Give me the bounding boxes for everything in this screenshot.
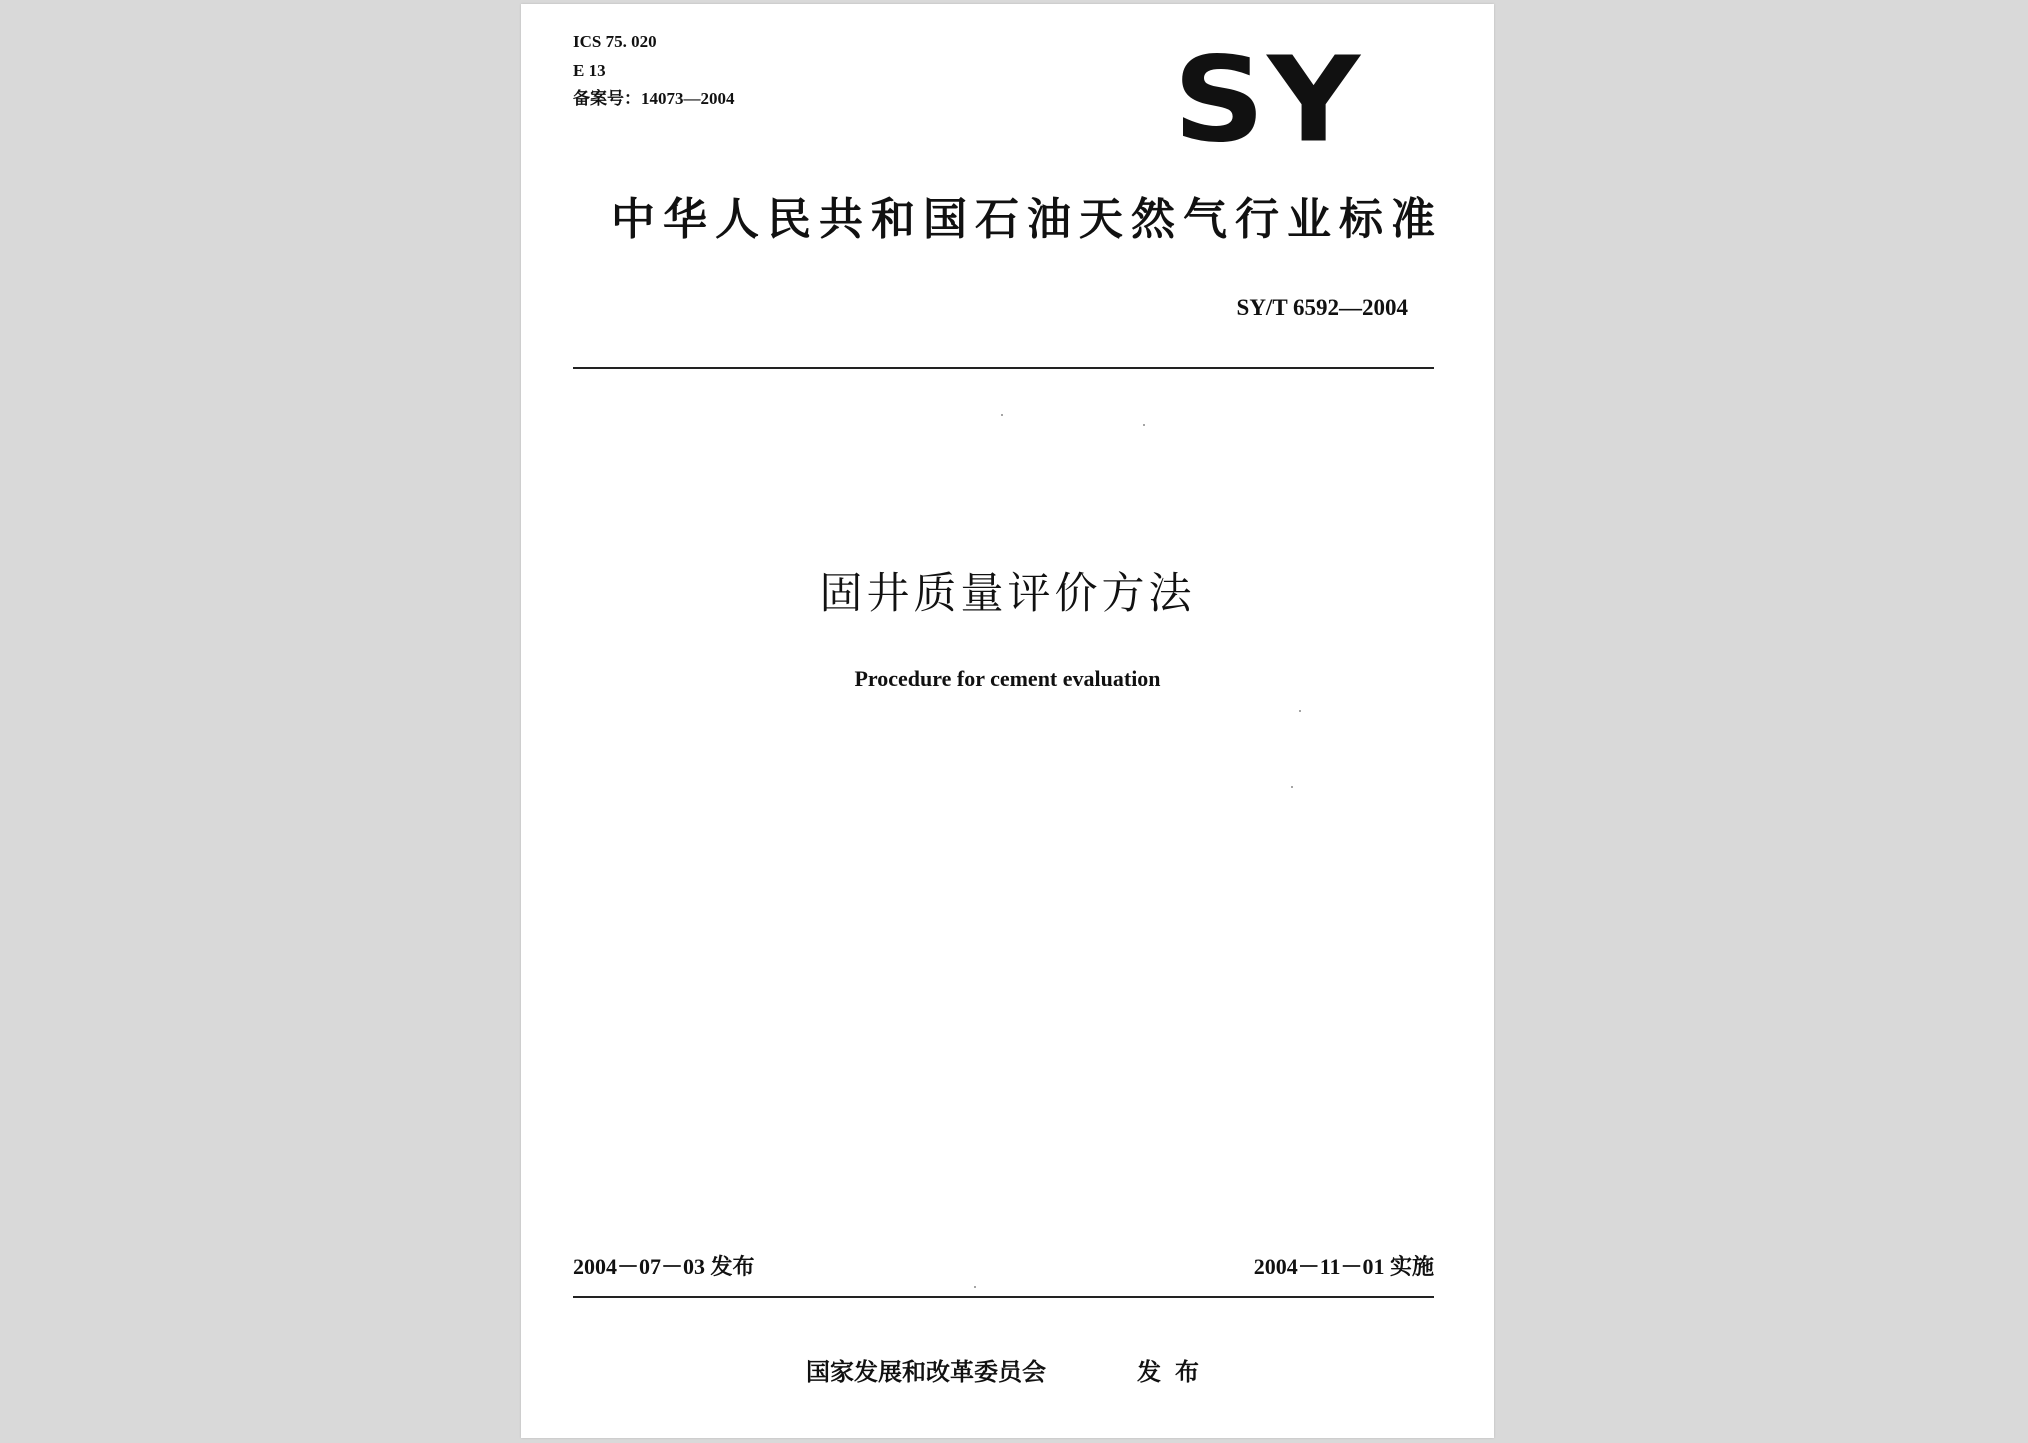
scan-speck <box>1001 414 1003 416</box>
issuing-authority: 国家发展和改革委员会 <box>806 1358 1046 1386</box>
scan-speck <box>1143 424 1145 426</box>
issuer-action: 发布 <box>1137 1358 1213 1386</box>
document-page <box>521 4 1494 1438</box>
record-number: 备案号：14073—2004 <box>573 89 735 108</box>
standard-number: SY/T 6592—2004 <box>1236 295 1408 320</box>
bottom-divider <box>573 1296 1434 1298</box>
sy-logo: SY <box>1173 31 1362 169</box>
issue-date: 2004－07－03 发布 <box>573 1254 755 1279</box>
document-title-chinese: 固井质量评价方法 <box>819 569 1196 619</box>
top-divider <box>573 367 1434 369</box>
ics-code: ICS 75. 020 <box>573 32 657 51</box>
implementation-date: 2004－11－01 实施 <box>1253 1254 1434 1279</box>
scan-speck <box>974 1286 976 1288</box>
document-title-english: Procedure for cement evaluation <box>854 666 1161 691</box>
scan-speck <box>1291 786 1293 788</box>
organization-title: 中华人民共和国石油天然气行业标准 <box>611 194 1443 245</box>
classification-code: E 13 <box>573 61 606 80</box>
scan-speck <box>1299 710 1301 712</box>
